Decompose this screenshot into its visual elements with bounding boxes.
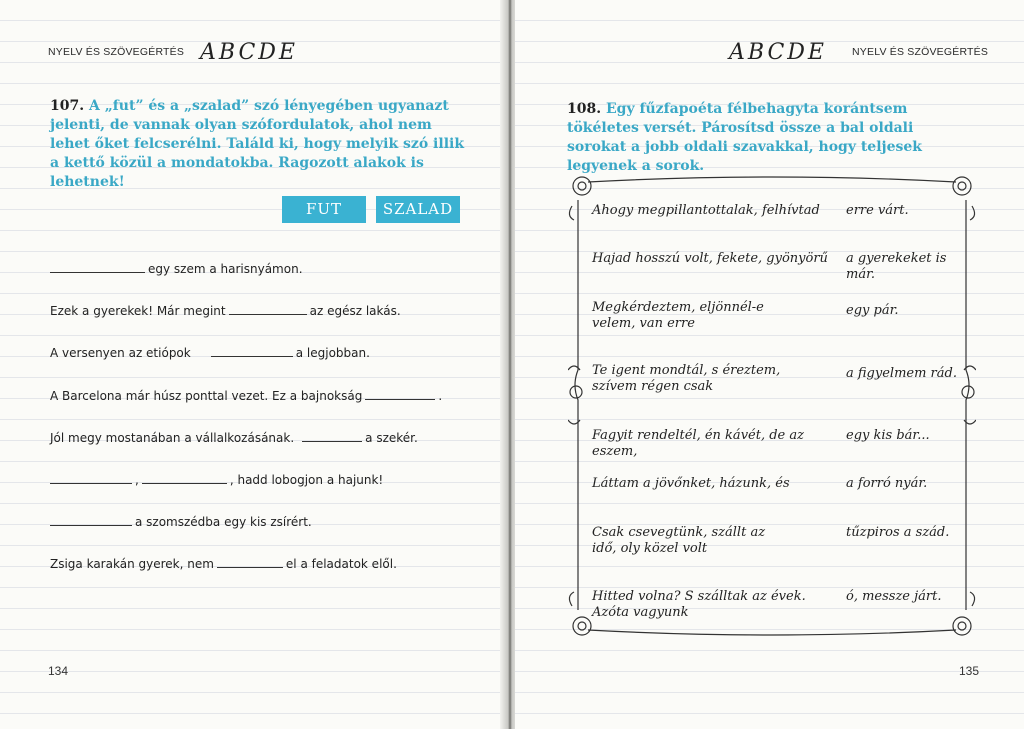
word-szalad: SZALAD [376, 196, 460, 223]
blank[interactable] [50, 473, 132, 484]
poem-right-1: erre várt. [846, 203, 909, 218]
blank[interactable] [229, 304, 307, 315]
sentence-1: egy szem a harisnyámon. [50, 262, 303, 276]
left-page [0, 0, 505, 729]
blank[interactable] [142, 473, 227, 484]
poem-right-8: ó, messze járt. [846, 589, 942, 604]
sentence-5: Jól megy mostanában a vállalkozásának. a szekér. [50, 431, 418, 445]
sentence-7: a szomszédba egy kis zsírért. [50, 515, 312, 529]
poem-right-6: a forró nyár. [846, 476, 928, 491]
left-header: NYELV ÉS SZÖVEGÉRTÉS [48, 46, 185, 58]
task-108 [567, 100, 977, 176]
sentence-3: A versenyen az etiópok a legjobban. [50, 346, 370, 360]
poem-left-8: Hitted volna? S szálltak az évek. Azóta vagyunk [592, 589, 806, 620]
sentence-6: , , hadd lobogjon a hajunk! [50, 473, 383, 487]
left-abcde-logo: ABCDE [200, 40, 298, 65]
task-107 [50, 97, 465, 192]
poem-left-2: Hajad hosszú volt, fekete, gyönyörű [592, 251, 828, 266]
decorative-frame [568, 170, 976, 642]
poem-right-2: a gyerekeket is már. [846, 251, 947, 282]
poem-left-5: Fagyit rendeltél, én kávét, de az eszem, [592, 428, 804, 459]
poem-right-3: egy pár. [846, 303, 899, 318]
poem-left-7: Csak csevegtünk, szállt az idő, oly közel volt [592, 525, 766, 556]
poem-left-4: Te igent mondtál, s éreztem, szívem régen csak [592, 363, 781, 394]
blank[interactable] [217, 557, 283, 568]
task-108-text: Egy fűzfapoéta félbehagyta korántsem tökéletes versét. Párosítsd össze a bal oldali sorokat a jobb oldali szavakkal, hogy teljesek legyenek a sorok. [567, 101, 922, 174]
sentence-8: Zsiga karakán gyerek, nem el a feladatok elől. [50, 557, 397, 571]
blank[interactable] [211, 346, 293, 357]
word-fut: FUT [282, 196, 366, 223]
poem-right-7: tűzpiros a szád. [846, 525, 950, 540]
blank[interactable] [50, 515, 132, 526]
poem-left-6: Láttam a jövőnket, házunk, és [592, 476, 790, 491]
blank[interactable] [365, 389, 435, 400]
sentence-2: Ezek a gyerekek! Már megint az egész lakás. [50, 304, 401, 318]
blank[interactable] [50, 262, 145, 273]
poem-left-1: Ahogy megpillantottalak, felhívtad [592, 203, 820, 218]
sentence-4: A Barcelona már húsz ponttal vezet. Ez a bajnokság . [50, 389, 443, 403]
page-number-left: 134 [48, 664, 69, 678]
right-header: NYELV ÉS SZÖVEGÉRTÉS [852, 46, 989, 58]
task-107-text: A „fut” és a „szalad” szó lényegében ugyanazt jelenti, de vannak olyan szófordulatok, ahol nem lehet őket felcserélni. Találd ki, hogy melyik szó illik a kettő közül a mondatokba. Ragozott alakok is lehetnek! [50, 98, 465, 190]
task-107-number: 107. [50, 98, 85, 114]
blank[interactable] [302, 431, 362, 442]
right-abcde-logo: ABCDE [729, 40, 827, 65]
poem-left-3: Megkérdeztem, eljönnél-e velem, van erre [592, 300, 764, 331]
page-number-right: 135 [959, 664, 980, 678]
poem-right-4: a figyelmem rád. [846, 366, 957, 381]
poem-right-5: egy kis bár... [846, 428, 930, 443]
task-108-number: 108. [567, 101, 602, 117]
